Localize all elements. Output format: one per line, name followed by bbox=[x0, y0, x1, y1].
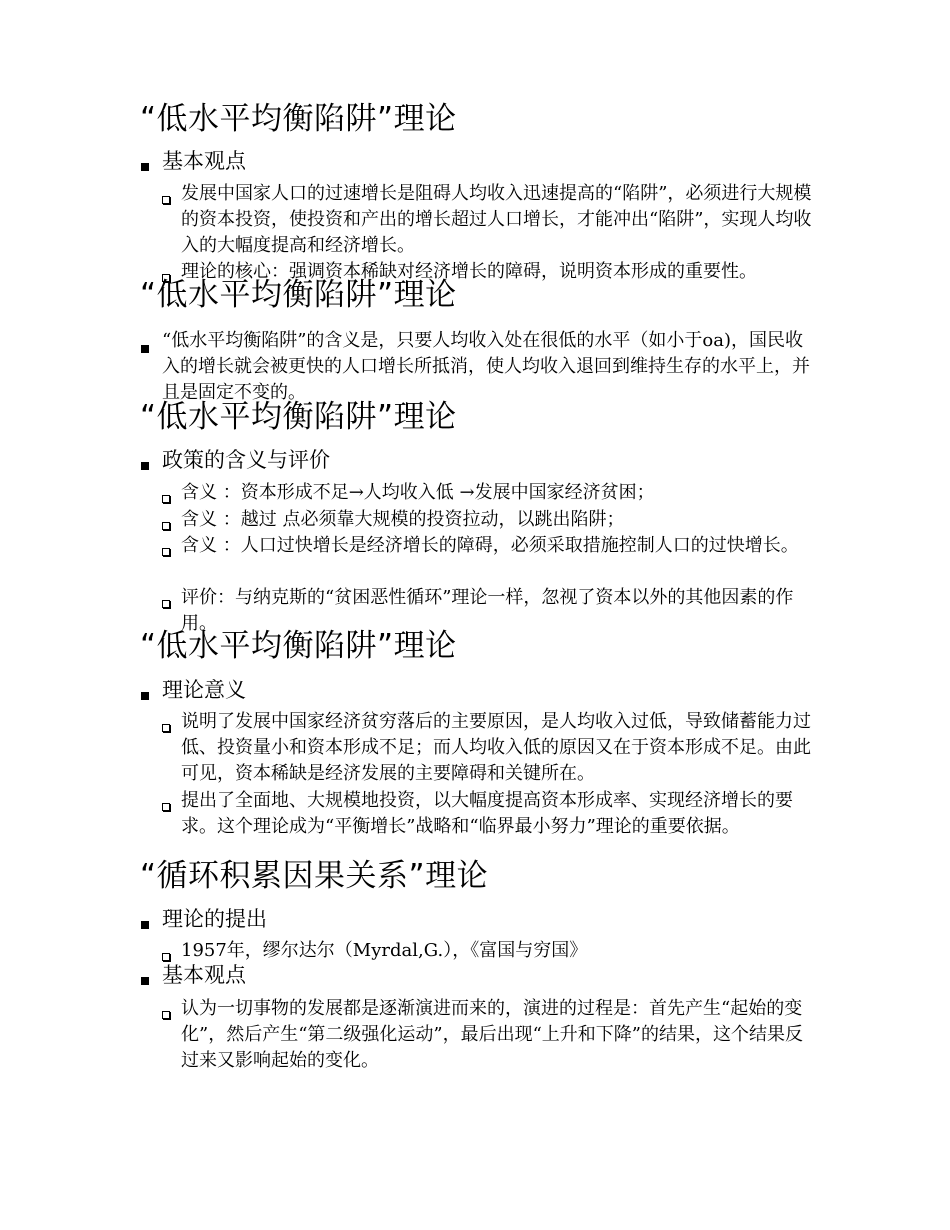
hollow-square-bullet-icon bbox=[162, 724, 170, 732]
level2-text: 提出了全面地、大规模地投资，以大幅度提高资本形成率、实现经济增长的要求。这个理论成为“平衡增长”战略和“临界最小努力”理论的重要依据。 bbox=[181, 790, 793, 837]
level1-text: 基本观点 bbox=[162, 963, 246, 987]
level2-item bbox=[162, 480, 817, 506]
level2-text: 1957年，缪尔达尔（Myrdal,G.），《富国与穷国》 bbox=[181, 940, 588, 961]
level1-text: 政策的含义与评价 bbox=[162, 448, 330, 472]
level2-text: 理论的核心：强调资本稀缺对经济增长的障碍，说明资本形成的重要性。 bbox=[181, 261, 757, 282]
level2-text: 评价：与纳克斯的“贫困恶性循环”理论一样，忽视了资本以外的其他因素的作用。 bbox=[181, 587, 794, 634]
hollow-square-bullet-icon bbox=[162, 600, 170, 608]
section-title: “低水平均衡陷阱”理论 bbox=[140, 399, 457, 435]
level1-text: 理论意义 bbox=[162, 678, 246, 702]
section-title: “低水平均衡陷阱”理论 bbox=[140, 101, 457, 137]
level2-item bbox=[162, 533, 817, 559]
paragraph-text: “低水平均衡陷阱”的含义是，只要人均收入处在很低的水平（如小于oa)，国民收入的增长就会被更快的人口增长所抵消，使人均收入退回到维持生存的水平上，并且是固定不变的。 bbox=[162, 330, 810, 403]
square-bullet-icon bbox=[141, 977, 149, 985]
hollow-square-bullet-icon bbox=[162, 522, 170, 530]
level2-item bbox=[162, 938, 817, 964]
section-title: “循环积累因果关系”理论 bbox=[140, 858, 489, 894]
level2-item bbox=[162, 996, 817, 1074]
hollow-square-bullet-icon bbox=[162, 1011, 170, 1019]
square-bullet-icon bbox=[141, 345, 149, 353]
hollow-square-bullet-icon bbox=[162, 548, 170, 556]
hollow-square-bullet-icon bbox=[162, 953, 170, 961]
level2-text: 含义 ：资本形成不足→人均收入低 →发展中国家经济贫困； bbox=[181, 482, 655, 503]
level1-text: 理论的提出 bbox=[162, 907, 267, 931]
level2-item bbox=[162, 181, 817, 259]
square-bullet-icon bbox=[141, 163, 149, 171]
level1-item bbox=[141, 148, 821, 174]
level1-paragraph bbox=[141, 328, 816, 406]
section-title: “低水平均衡陷阱”理论 bbox=[140, 277, 457, 313]
section-title: “低水平均衡陷阱”理论 bbox=[140, 628, 457, 664]
level2-item bbox=[162, 507, 817, 533]
level1-item bbox=[141, 962, 821, 988]
level1-item bbox=[141, 906, 821, 932]
level2-item bbox=[162, 788, 817, 840]
hollow-square-bullet-icon bbox=[162, 495, 170, 503]
level1-item bbox=[141, 447, 821, 473]
square-bullet-icon bbox=[141, 462, 149, 470]
square-bullet-icon bbox=[141, 921, 149, 929]
hollow-square-bullet-icon bbox=[162, 196, 170, 204]
level2-text: 发展中国家人口的过速增长是阻碍人均收入迅速提高的“陷阱”，必须进行大规模的资本投资，使投资和产出的增长超过人口增长，才能冲出“陷阱”，实现人均收入的大幅度提高和经济增长。 bbox=[181, 183, 812, 256]
level2-text: 说明了发展中国家经济贫穷落后的主要原因，是人均收入过低，导致储蓄能力过低、投资量小和资本形成不足；而人均收入低的原因又在于资本形成不足。由此可见，资本稀缺是经济发展的主要障碍和关键所在。 bbox=[181, 711, 811, 784]
level1-text: 基本观点 bbox=[162, 149, 246, 173]
level1-item bbox=[141, 677, 821, 703]
level2-text: 含义 ：人口过快增长是经济增长的障碍，必须采取措施控制人口的过快增长。 bbox=[181, 535, 799, 556]
level2-item bbox=[162, 709, 817, 787]
level2-text: 含义 ：越过 点必须靠大规模的投资拉动，以跳出陷阱； bbox=[181, 509, 625, 530]
level2-text: 认为一切事物的发展都是逐渐演进而来的，演进的过程是：首先产生“起始的变化”，然后产生“第二级强化运动”，最后出现“上升和下降”的结果，这个结果反过来又影响起始的变化。 bbox=[181, 998, 804, 1071]
hollow-square-bullet-icon bbox=[162, 803, 170, 811]
square-bullet-icon bbox=[141, 692, 149, 700]
